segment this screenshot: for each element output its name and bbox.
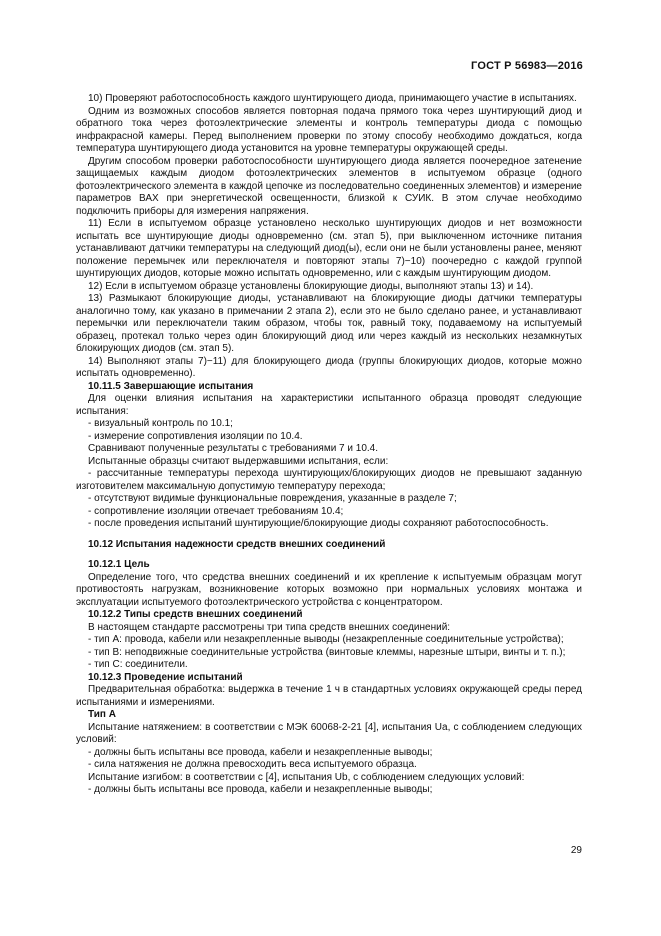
paragraph: 10) Проверяют работоспособность каждого шунтирующего диода, принимающего участие в испытаниях. xyxy=(88,93,577,104)
spacer xyxy=(76,551,582,559)
paragraph: Испытание натяжением: в соответствии с МЭК 60068-2-21 [4], испытания Ua, с соблюдением следующих условий: xyxy=(76,721,582,745)
section-heading: 10.12 Испытания надежности средств внешних соединений xyxy=(88,538,386,550)
document-header: ГОСТ Р 56983—2016 xyxy=(471,60,583,72)
section-heading: 10.12.1 Цель xyxy=(88,559,150,570)
document-body xyxy=(76,93,582,797)
spacer xyxy=(76,531,582,539)
paragraph: Сравнивают полученные результаты с требованиями 7 и 10.4. xyxy=(88,443,379,454)
paragraph: Другим способом проверки работоспособности шунтирующего диода является поочередное затенение защищаемых каждым диодом фотоэлектрических элементов в испытуемом образце (одного фотоэлектрического элемента в каждой цепочке из последовательно соединенных элементов) и измерение параметров ВАХ при энергетической освещенности, близкой к СУИК. В этом случае необходимо подключить приборы для измерения напряжения. xyxy=(76,155,582,217)
paragraph: В настоящем стандарте рассмотрены три типа средств внешних соединений: xyxy=(88,621,451,633)
list-item: - сопротивление изоляции отвечает требованиям 10.4; xyxy=(88,505,344,517)
paragraph: 14) Выполняют этапы 7)−11) для блокирующего диода (группы блокирующих диодов, которые можно испытать одновременно). xyxy=(76,355,582,379)
list-item: - визуальный контроль по 10.1; xyxy=(88,418,233,429)
list-item: - сила натяжения не должна превосходить веса испытуемого образца. xyxy=(88,759,417,770)
section-heading: 10.12.2 Типы средств внешних соединений xyxy=(88,609,303,620)
section-heading: Тип А xyxy=(88,709,116,720)
list-item: - должны быть испытаны все провода, кабели и незакрепленные выводы; xyxy=(88,746,433,758)
list-item: - должны быть испытаны все провода, кабели и незакрепленные выводы; xyxy=(88,784,433,795)
list-item: - тип С: соединители. xyxy=(88,659,188,670)
list-item: - после проведения испытаний шунтирующие/блокирующие диоды сохраняют работоспособность. xyxy=(88,518,549,529)
paragraph: Предварительная обработка: выдержка в течение 1 ч в стандартных условиях окружающей среды перед испытаниями и измерениями. xyxy=(76,684,582,708)
paragraph: 13) Размыкают блокирующие диоды, устанавливают на блокирующие диоды датчики температуры аналогично тому, как указано в примечании 2 этапа 2), если это не было сделано ранее, и устанавливают перемычки или переключатели таким образом, чтобы ток, равный току, подаваемому на испытуемый образец, протекал только через один блокирующий диод или через каждый из нескольких незамкнутых блокирующих диодов (см. этап 5). xyxy=(76,293,582,354)
paragraph: Одним из возможных способов является повторная подача прямого тока через шунтирующий диод и обратного тока через фотоэлектрические элементы и контроль температуры диода с помощью инфракрасной камеры. Перед выполнением проверки по этому способу необходимо дождаться, когда температура шунтирующего диода установится на уровне температуры окружающей среды. xyxy=(76,105,582,154)
list-item: - тип В: неподвижные соединительные устройства (винтовые клеммы, нарезные штыри, винты и т. п.); xyxy=(88,646,566,658)
section-heading: 10.11.5 Завершающие испытания xyxy=(88,380,254,392)
paragraph: 12) Если в испытуемом образце установлены блокирующие диоды, выполняют этапы 13) и 14). xyxy=(88,280,534,292)
paragraph: Для оценки влияния испытания на характеристики испытанного образца проводят следующие испытания: xyxy=(76,393,582,417)
list-item: - тип А: провода, кабели или незакрепленные выводы (незакрепленные соединительные устройства); xyxy=(88,634,564,645)
list-item: - рассчитанные температуры перехода шунтирующих/блокирующих диодов не превышают заданную изготовителем максимальную допустимую температуру перехода; xyxy=(76,468,582,492)
list-item: - отсутствуют видимые функциональные повреждения, указанные в разделе 7; xyxy=(88,493,457,504)
section-heading: 10.12.3 Проведение испытаний xyxy=(88,671,243,683)
page-number: 29 xyxy=(570,845,582,856)
paragraph: Определение того, что средства внешних соединений и их крепление к испытуемым образцам могут противостоять нагрузкам, возникновение которых возможно при нормальных условиях монтажа и эксплуатации испытуемого фотоэлектрического устройства с концентратором. xyxy=(76,571,582,608)
paragraph: Испытанные образцы считают выдержавшими испытания, если: xyxy=(88,455,389,467)
paragraph: Испытание изгибом: в соответствии с [4], испытания Ub, с соблюдением следующих условий: xyxy=(88,771,525,783)
list-item: - измерение сопротивления изоляции по 10.4. xyxy=(88,430,303,442)
paragraph: 11) Если в испытуемом образце установлено несколько шунтирующих диодов и нет возможности испытать все шунтирующие диоды одновременно (см. этап 5), при выключенном источнике питания устанавливают датчики температуры на следующий диод(ы), если они не были установлены ранее, меняют положение перемычек или переключателя и повторяют этапы 7)−10) поочередно с каждой группой шунтирующих диодов, которые можно испытать одновременно, или с каждым шунтирующим диодом. xyxy=(76,218,582,279)
